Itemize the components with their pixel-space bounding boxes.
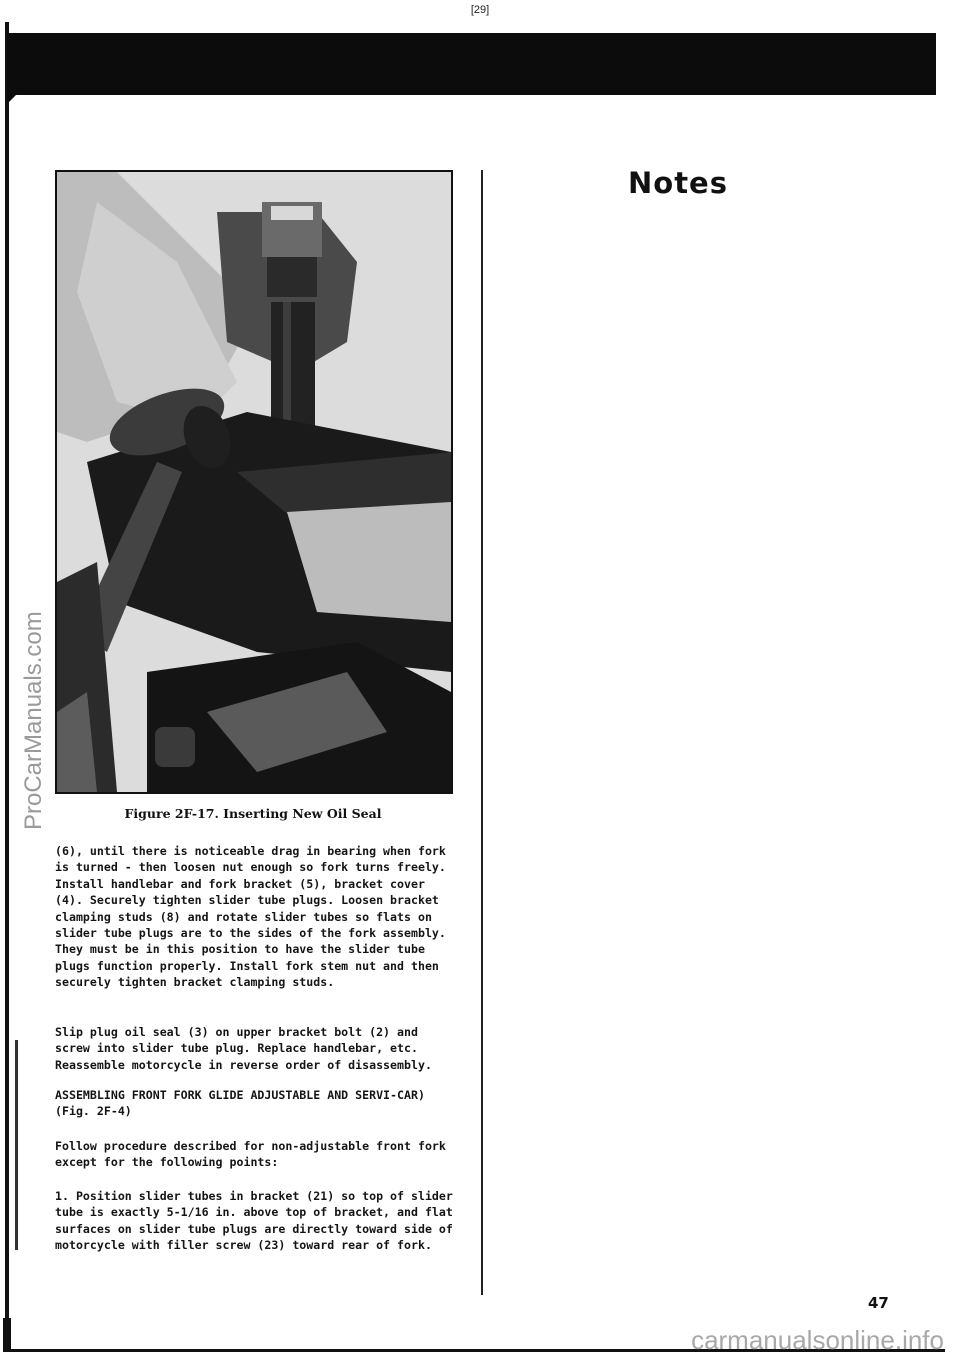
page-frame-corner bbox=[3, 1318, 11, 1352]
watermark-left: ProCarManuals.com bbox=[20, 611, 47, 830]
page-frame-left bbox=[5, 22, 9, 1352]
figure-caption: Figure 2F-17. Inserting New Oil Seal bbox=[124, 806, 382, 821]
column-divider bbox=[481, 170, 483, 1295]
body-paragraph-3: Follow procedure described for non-adjustable front fork except for the following points: bbox=[55, 1139, 446, 1170]
oil-seal-photo-illustration bbox=[57, 172, 451, 792]
body-paragraph-2: Slip plug oil seal (3) on upper bracket bolt (2) and screw into slider tube plug. Replace handlebar, etc. Reassemble motorcycle in reverse order of disassembly. bbox=[55, 1025, 432, 1072]
header-black-bar bbox=[7, 33, 936, 95]
body-paragraph-1: (6), until there is noticeable drag in bearing when fork is turned - then loosen nut enough so fork turns freely. Install handlebar and fork bracket (5), bracket cover (4). Securely tighten slider tube plugs. Loosen bracket clamping studs (8) and rotate slider tubes so flats on slider tube plugs are to the sides of the fork assembly. They must be in this position to have the slider tube plugs function properly. Install fork stem nut and then securely tighten bracket clamping studs. bbox=[55, 844, 446, 990]
page-number: 47 bbox=[868, 1294, 889, 1312]
header-bar-notch bbox=[7, 90, 21, 104]
figure-photo bbox=[55, 170, 453, 794]
notes-title: Notes bbox=[628, 166, 728, 200]
section-heading: ASSEMBLING FRONT FORK GLIDE ADJUSTABLE AND SERVI-CAR) (Fig. 2F-4) bbox=[55, 1088, 425, 1119]
watermark-bottom: carmanualsonline.info bbox=[691, 1325, 944, 1355]
margin-mark bbox=[15, 1040, 18, 1250]
page-reference: [29] bbox=[470, 4, 490, 16]
body-paragraph-4: 1. Position slider tubes in bracket (21) so top of slider tube is exactly 5-1/16 in. above top of bracket, and flat surfaces on slider tube plugs are directly toward side of motorcycle with filler screw (23) toward rear of fork. bbox=[55, 1189, 453, 1253]
